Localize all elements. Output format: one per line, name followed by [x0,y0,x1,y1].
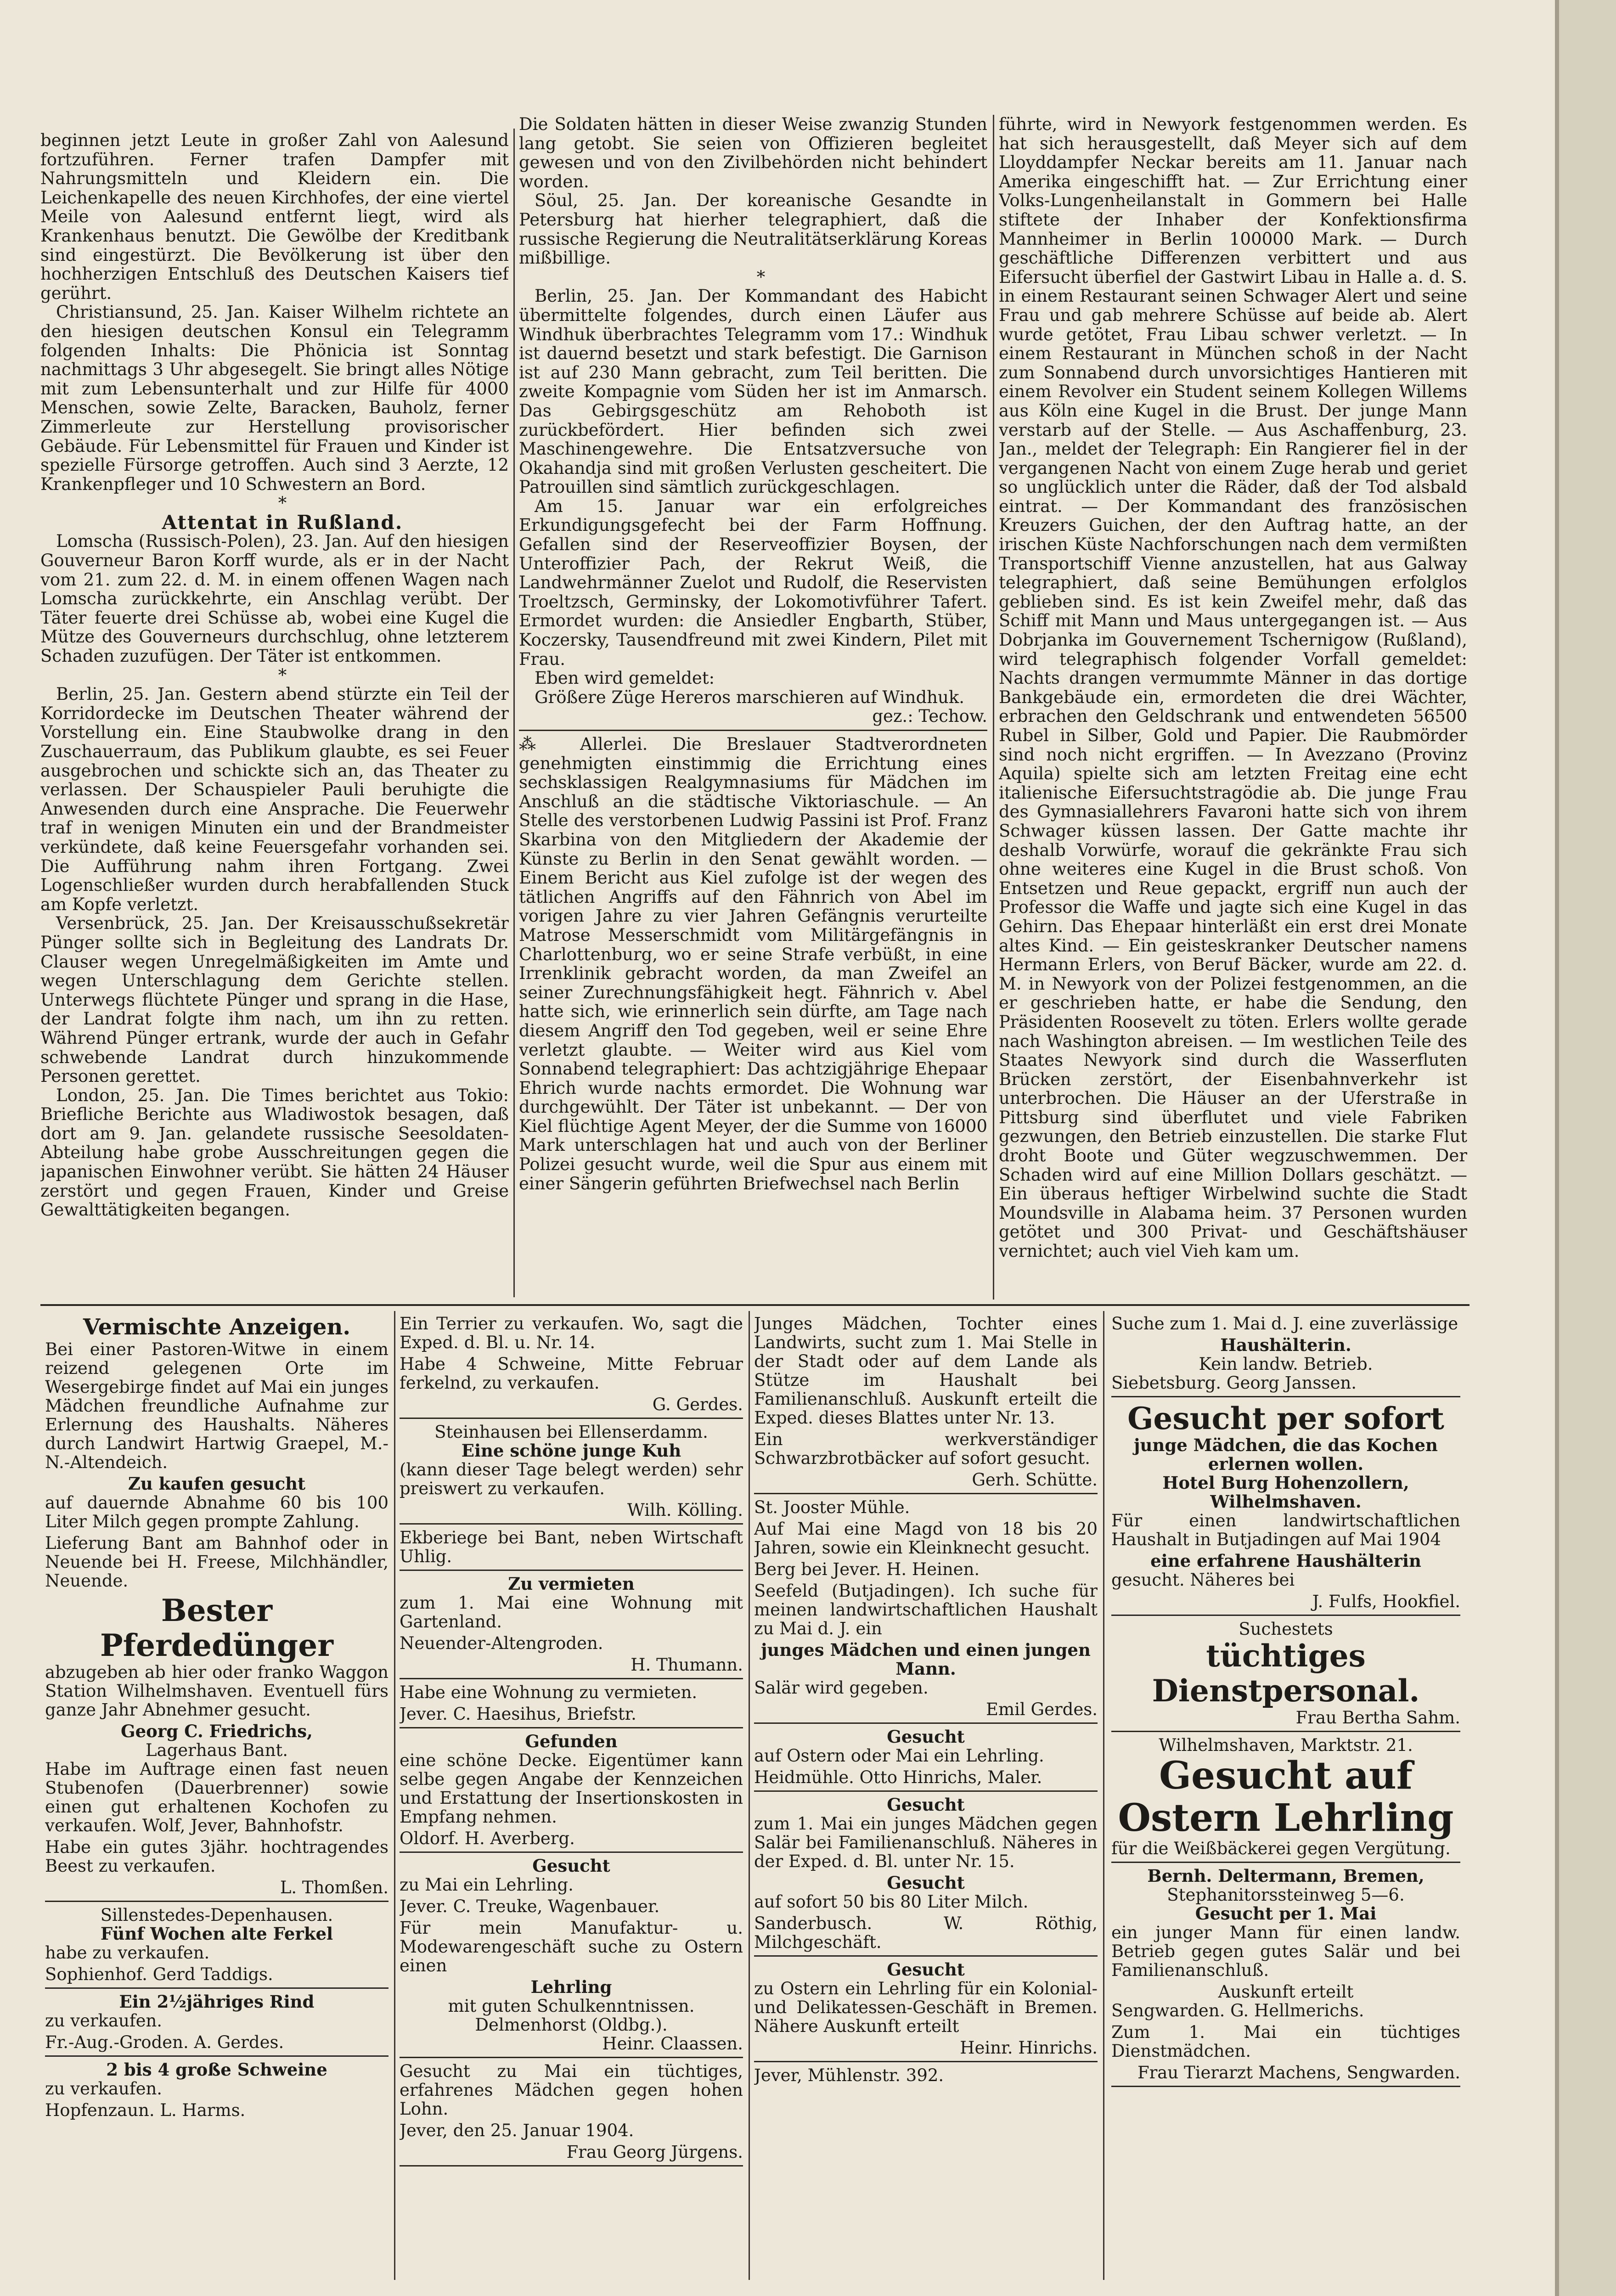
ad-separator [1111,1396,1460,1397]
ad-text: St. Jooster Mühle. [754,1497,910,1517]
ad-text: 2 bis 4 große Schweine [106,2060,327,2080]
ad-text: Neuender-Altengroden. [400,1633,603,1653]
article-paragraph: Größere Züge Hereros marschieren auf Windhuk. [535,687,965,707]
ad-text: Gesucht [887,1959,965,1980]
article-paragraph: Die Soldaten hätten in dieser Weise zwanzig Stunden lang getobt. Sie seien von Offizieren begleitet gewesen und von den Zivilbehörden nicht behindert worden. [519,115,987,191]
ad-text: Stephanitorssteinweg 5—6. [1167,1885,1405,1905]
ad-separator [400,1851,743,1853]
ad-text: Sengwarden. G. Hellmerichs. [1111,2001,1364,2020]
ad-column-rule-1 [394,1311,395,2280]
ad-text: junge Mädchen, die das Kochen erlernen wollen. [1134,1435,1438,1474]
article-column-3 [999,115,1467,1300]
ad-text: Emil Gerdes. [986,1699,1098,1719]
ad-text: Suchestets [1239,1619,1333,1639]
article-column-2 [519,115,987,1300]
ad-text: Vermischte Anzeigen. [83,1314,351,1340]
ad-text: Zu kaufen gesucht [128,1474,306,1494]
ad-separator [754,2061,1098,2062]
ad-text: Oldorf. H. Averberg. [400,1829,575,1848]
ad-separator [754,1955,1098,1957]
article-divider [519,730,987,731]
article-paragraph: Eben wird gemeldet: [535,668,715,688]
ad-separator [754,1722,1098,1724]
ad-text: Gesucht per sofort [1127,1401,1444,1436]
ad-text: Gesucht auf Ostern Lehrling [1118,1754,1454,1840]
ad-text: eine schöne Decke. Eigentümer kann selbe gegen Angabe der Kennzeichen und Erstattung der Insertionskosten in Empfang nehmen. [400,1750,743,1827]
ad-column-rule-3 [1103,1311,1104,2280]
ad-text: Heinr. Claassen. [602,2034,743,2054]
ad-text: Frau Tierarzt Machens, Sengwarden. [1137,2063,1460,2082]
ad-text: Jever. C. Treuke, Wagenbauer. [400,1896,660,1916]
ad-text: Jever, Mühlenstr. 392. [754,2065,944,2085]
article-paragraph: * [278,665,287,685]
article-paragraph: Söul, 25. Jan. Der koreanische Gesandte in Petersburg hat hierher telegraphiert, daß die russische Regierung die Neutralitätserklärung Koreas mißbillige. [519,191,987,268]
article-paragraph: Berlin, 25. Jan. Der Kommandant des Habicht übermittelte folgendes, durch einen Läufer aus Windhuk überbrachtes Telegramm vom 17.: Windhuk ist dauernd besetzt und stark befestigt. Die Garnison ist auf 230 Mann gebracht, zum Teil beritten. Die zweite Kompagnie vom Süden her ist im Anmarsch. Das Gebirgsgeschütz am Rehoboth ist zurückbefördert. Hier befinden sich zwei Maschinengewehre. Die Entsatzversuche von Okahandja sind mit großen Verlusten gescheitert. Die Patrouillen sind sämtlich zurückgeschlagen. [519,286,987,497]
ad-text: Berg bei Jever. H. Heinen. [754,1559,980,1579]
ad-text: Suche zum 1. Mai d. J. eine zuverlässige [1111,1314,1458,1334]
ad-text: Auskunft erteilt [1218,1982,1354,2002]
ad-text: zum 1. Mai eine Wohnung mit Gartenland. [400,1593,743,1632]
ad-separator [45,1901,389,1902]
ad-text: Bernh. Deltermann, Bremen, [1147,1866,1425,1886]
ad-text: Fünf Wochen alte Ferkel [100,1924,333,1944]
ad-separator [1111,1862,1460,1863]
ad-text: Ein Terrier zu verkaufen. Wo, sagt die Exped. d. Bl. u. Nr. 14. [400,1314,743,1352]
ad-text: Fr.-Aug.-Groden. A. Gerdes. [45,2032,284,2052]
ad-text: Gesucht [532,1856,610,1876]
article-paragraph: Attentat in Rußland. [162,511,403,534]
ad-text: Frau Bertha Sahm. [1295,1708,1460,1728]
ad-text: J. Fulfs, Hookfiel. [1312,1592,1460,1611]
article-paragraph: Berlin, 25. Jan. Gestern abend stürzte ein Teil der Korridordecke im Deutschen Theater während der Vorstellung ein. Eine Staubwolke drang in den Zuschauerraum, das Publikum glaubte, es sei Feuer ausgebrochen und schickte sich an, das Theater zu verlassen. Der Schauspieler Pauli beruhigte die Anwesenden durch eine Ansprache. Die Feuerwehr traf in wenigen Minuten ein und der Brandmeister verkündete, daß keine Feuersgefahr vorhanden sei. Die Aufführung nahm ihren Fortgang. Zwei Logenschließer wurden durch herabfallenden Stuck am Kopfe verletzt. [40,684,509,914]
ad-text: Gesucht [887,1795,965,1815]
ad-text: Zu vermieten [508,1574,635,1594]
ad-text: auf sofort 50 bis 80 Liter Milch. [754,1892,1029,1912]
ad-text: G. Gerdes. [652,1395,743,1414]
ad-separator [400,1523,743,1525]
ad-text: Lehrling [530,1977,612,1997]
ad-separator [400,1678,743,1679]
ad-text: Sillenstedes-Depenhausen. [100,1905,333,1925]
ad-text: Hotel Burg Hohenzollern, Wilhelmshaven. [1162,1473,1409,1512]
ad-text: Ein 2½jähriges Rind [119,1992,315,2012]
ad-text: abzugeben ab hier oder franko Waggon Station Wilhelmshaven. Eventuell fürs ganze Jahr Abnehmer gesucht. [45,1662,389,1720]
column-rule-1 [513,129,515,1297]
article-paragraph: * [278,493,287,513]
ad-text: Heidmühle. Otto Hinrichs, Maler. [754,1767,1042,1787]
ad-separator [400,1570,743,1571]
article-paragraph: führte, wird in Newyork festgenommen werden. Es hat sich herausgestellt, daß Meyer sich auf dem Lloyddampfer Neckar bereits am 11. Januar nach Amerika eingeschifft hat. — Zur Errichtung einer Volks-Lungenheilanstalt in Gommern bei Halle stiftete der Inhaber der Konfektionsfirma Mannheimer in Berlin 100000 Mark. — Durch geschäftliche Differenzen verbittert und aus Eifersucht überfiel der Gastwirt Libau in Halle a. d. S. in einem Restaurant seinen Schwager Alert und seine Frau und gab mehrere Schüsse auf beide ab. Alert wurde getötet, Frau Libau schwer verletzt. — In einem Restaurant in München schoß in der Nacht zum Sonnabend durch unvorsichtiges Hantieren mit einem Revolver ein Student seinem Kollegen Willems aus Köln eine Kugel in die Brust. Der junge Mann verstarb auf der Stelle. — Aus Aschaffenburg, 23. Jan., meldet der Telegraph: Ein Rangierer fiel in der vergangenen Nacht von einem Zuge herab und geriet so unglücklich unter die Räder, daß der Tod alsbald eintrat. — Der Kommandant des französischen Kreuzers Guichen, der den Auftrag hatte, an der irischen Küste Nachforschungen nach dem vermißten Transportschiff Vienne anzustellen, hat aus Galway telegraphiert, daß seine Bemühungen erfolglos geblieben sind. Es ist kein Zweifel mehr, daß das Schiff mit Mann und Maus untergegangen ist. — Aus Dobrjanka im Gouvernement Tschernigow (Rußland), wird telegraphisch folgender Vorfall gemeldet: Nachts drangen vermummte Männer in das dortige Bankgebäude ein, ermordeten die drei Wächter, erbrachen den Geldschrank und entwendeten 56500 Rubel in Silber, Gold und Papier. Die Raubmörder sind noch nicht ergriffen. — In Avezzano (Provinz Aquila) spielte sich am letzten Freitag eine echt italienische Eifersuchtstragödie ab. Die junge Frau des Gymnasiallehrers Favaroni hatte sich von ihrem Schwager küssen lassen. Der Gatte machte ihr deshalb Vorwürfe, worauf die gekränkte Frau sich ohne weiteres eine Kugel in die Brust schoß. Von Entsetzen und Reue gepackt, ergriff nun auch der Professor die Waffe und jagte sich eine Kugel in das Gehirn. Das Ehepaar hinterläßt ein erst drei Monate altes Kind. — Ein geisteskranker Deutscher namens Hermann Erlers, von Beruf Bäcker, wurde am 22. d. M. in Newyork von der Polizei festgenommen, an die er geschrieben hatte, er habe die Sendung, den Präsidenten Roosevelt zu töten. Erlers wollte gerade nach Washington abreisen. — Im westlichen Teile des Staates Newyork sind durch die Wasserfluten Brücken zerstört, der Eisenbahnverkehr ist unterbrochen. Die Häuser an der Uferstraße in Pittsburg sind überflutet und viele Fabriken gezwungen, den Betrieb einzustellen. Die starke Flut droht Boote und Güter wegzuschwemmen. Der Schaden wird auf eine Million Dollars geschätzt. — Ein überaus heftiger Wirbelwind suchte die Stadt Moundsville in Alabama heim. 37 Personen wurden getötet und 300 Privat- und Geschäftshäuser vernichtet; auch viel Vieh kam um. [999,115,1467,1261]
ad-text: Habe 4 Schweine, Mitte Februar ferkelnd, zu verkaufen. [400,1354,743,1393]
ad-text: auf Ostern oder Mai ein Lehrling. [754,1746,1044,1766]
ad-separator [1111,1731,1460,1732]
page-edge [1559,0,1616,2296]
ad-text: für die Weißbäckerei gegen Vergütung. [1111,1839,1451,1858]
article-paragraph: London, 25. Jan. Die Times berichtet aus Tokio: Briefliche Berichte aus Wladiwostok besagen, daß dort am 9. Jan. gelandete russische Seesoldaten-Abteilung habe grobe Ausschreitungen gegen die japanischen Einwohner verübt. Sie hätten 24 Häuser zerstört und gegen Frauen, Kinder und Greise Gewalttätigkeiten begangen. [40,1085,509,1220]
ad-text: Lagerhaus Bant. [145,1740,288,1760]
article-paragraph: gez.: Techow. [872,706,987,726]
ad-text: Seefeld (Butjadingen). Ich suche für meinen landwirtschaftlichen Haushalt zu Mai d. J. ein [754,1581,1098,1638]
ad-separator [400,2057,743,2058]
ad-text: zu verkaufen. [45,2079,163,2099]
ad-text: Zum 1. Mai ein tüchtiges Dienstmädchen. [1111,2022,1460,2061]
ad-text: zu Mai ein Lehrling. [400,1875,574,1895]
ad-text: tüchtiges Dienstpersonal. [1152,1638,1420,1709]
ad-separator [1111,1615,1460,1616]
ad-text: Eine schöne junge Kuh [461,1441,681,1461]
article-paragraph: Versenbrück, 25. Jan. Der Kreisausschußsekretär Pünger sollte sich in Begleitung des Landrats Dr. Clauser wegen Unregelmäßigkeiten im Amte und wegen Unterschlagung dem Gerichte stellen. Unterwegs flüchtete Pünger und sprang in die Hase, der Landrat folgte ihm nach, um ihn zu retten. Während Pünger ertrank, wurde der auch in Gefahr schwebende Landrat durch hinzukommende Personen gerettet. [40,913,509,1086]
ad-text: Gesucht [887,1727,965,1747]
ad-text: mit guten Schulkenntnissen. [448,1996,695,2016]
ad-text: Habe eine Wohnung zu vermieten. [400,1683,698,1702]
ad-text: Auf Mai eine Magd von 18 bis 20 Jahren, sowie ein Kleinknecht gesucht. [754,1519,1098,1558]
article-paragraph: beginnen jetzt Leute in großer Zahl von Aalesund fortzuführen. Ferner trafen Dampfer mit Nahrungsmitteln und Kleidern ein. Die Leichenkapelle des neuen Kirchhofes, der eine viertel Meile von Aalesund entfernt liegt, wird als Krankenhaus benutzt. Die Gewölbe der Kreditbank sind eingestürzt. Die Bevölkerung ist über den hochherzigen Entschluß des Deutschen Kaisers tief gerührt. [40,131,509,303]
ad-text: zum 1. Mai ein junges Mädchen gegen Salär bei Familienanschluß. Näheres in der Exped. d. Bl. unter Nr. 15. [754,1814,1098,1871]
ad-text: Ekberiege bei Bant, neben Wirtschaft Uhlig. [400,1528,743,1566]
ad-text: Heinr. Hinrichs. [960,2038,1098,2058]
ad-text: Frau Georg Jürgens. [566,2142,743,2162]
ad-separator [45,1987,389,1989]
ad-text: Gefunden [525,1731,618,1751]
ad-text: Lieferung Bant am Bahnhof oder in Neuende bei H. Freese, Milchhändler, Neuende. [45,1533,389,1591]
ad-text: Kein landw. Betrieb. [1199,1354,1373,1374]
ad-text: Gesucht zu Mai ein tüchtiges, erfahrenes Mädchen gegen hohen Lohn. [400,2061,743,2119]
article-paragraph: Am 15. Januar war ein erfolgreiches Erkundigungsgefecht bei der Farm Hoffnung. Gefallen sind der Reserveoffizier Boysen, der Unteroffizier Pach, der Rekrut Weiß, die Landwehrmänner Zuelot und Rudolf, die Reservisten Troeltzsch, Germinsky, der Lokomotivführer Tafert. Ermordet wurden: die Ansiedler Engbarth, Stüber, Koczersky, Tausendfreund mit zwei Kindern, Pilet mit Frau. [519,496,987,669]
article-column-1 [40,131,509,1297]
ad-text: Junges Mädchen, Tochter eines Landwirts, sucht zum 1. Mai Stelle in der Stadt oder auf dem Lande als Stütze im Haushalt bei Familienanschluß. Auskunft erteilt die Exped. dieses Blattes unter Nr. 13. [754,1314,1098,1428]
ad-text: Sanderbusch. W. Röthig, Milchgeschäft. [754,1913,1098,1952]
ad-column-1 [45,1314,389,2274]
ad-text: Siebetsburg. Georg Janssen. [1111,1373,1357,1393]
article-paragraph: ⁂ Allerlei. Die Breslauer Stadtverordneten genehmigten einstimmig die Errichtung eines sechsklassigen Realgymnasiums für Mädchen im Anschluß an die städtische Viktoriaschule. — An Stelle des verstorbenen Ludwig Passini ist Prof. Franz Skarbina von den Mitgliedern der Akademie der Künste zu Berlin in den Senat gewählt worden. — Einem Bericht aus Kiel zufolge ist der wegen des tätlichen Angriffs auf den Fähnrich von Abel im vorigen Jahre zu vier Jahren Gefängnis verurteilte Matrose Messerschmidt vom Militärgefängnis in Charlottenburg, wo er seine Strafe verbüßt, in eine Irrenklinik gebracht worden, da man Zweifel an seiner Zurechnungsfähigkeit hegt. Fähnrich v. Abel hatte sich, wie erinnerlich sein dürfte, am Tage nach diesem Angriff den Tod gegeben, weil er seine Ehre verletzt glaubte. — Weiter wird aus Kiel vom Sonnabend telegraphiert: Das achtzigjährige Ehepaar Ehrich wurde nachts ermordet. Die Wohnung war durchgewühlt. Der Täter ist unbekannt. — Der von Kiel flüchtige Agent Meyer, der die Summe von 16000 Mark unterschlagen hat und auch von der Berliner Polizei gesucht wurde, weil die Spur aus einem mit einer Sängerin geführten Briefwechsel nach Berlin [519,734,987,1193]
ad-text: Habe im Auftrage einen fast neuen Stubenofen (Dauerbrenner) sowie einen gut erhaltenen Kochofen zu verkaufen. Wolf, Jever, Bahnhofstr. [45,1759,389,1835]
ad-text: zu verkaufen. [45,2011,163,2031]
ad-text: Delmenhorst (Oldbg.). [475,2015,668,2035]
ad-separator [400,1727,743,1728]
ad-text: Bei einer Pastoren-Witwe in einem reizend gelegenen Orte im Wesergebirge findet auf Mai ein junges Mädchen freundliche Aufnahme zur Erlernung des Haushalts. Näheres durch Landwirt Hartwig Graepel, M.-N.-Altendeich. [45,1339,389,1472]
ad-text: L. Thomßen. [280,1878,389,1897]
ad-text: Habe ein gutes 3jähr. hochtragendes Beest zu verkaufen. [45,1837,389,1876]
ad-text: auf dauernde Abnahme 60 bis 100 Liter Milch gegen prompte Zahlung. [45,1493,389,1531]
ad-text: Gesucht per 1. Mai [1195,1903,1377,1924]
ad-separator [45,2055,389,2057]
ad-separator [754,1493,1098,1494]
ad-text: habe zu verkaufen. [45,1943,210,1963]
ad-text: gesucht. Näheres bei [1111,1570,1295,1590]
ad-text: ein junger Mann für einen landw. Betrieb gegen gutes Salär und bei Familienanschluß. [1111,1923,1460,1980]
ad-text: Jever, den 25. Januar 1904. [400,2121,634,2140]
ad-text: junges Mädchen und einen jungen Mann. [761,1640,1091,1679]
section-divider [40,1304,1470,1306]
article-paragraph: * [756,267,766,287]
ad-text: zu Ostern ein Lehrling für ein Kolonial- und Delikatessen-Geschäft in Bremen. Nähere Auskunft erteilt [754,1979,1098,2036]
ad-text: Bester Pferdedünger [100,1593,333,1663]
ad-text: Gesucht [887,1873,965,1893]
ad-column-rule-2 [749,1311,750,2280]
ad-text: Haushälterin. [1220,1335,1351,1355]
ad-separator [400,1418,743,1419]
ad-text: Hopfenzaun. L. Harms. [45,2100,246,2120]
ad-text: (kann dieser Tage belegt werden) sehr preiswert zu verkaufen. [400,1460,743,1498]
ad-text: Gerh. Schütte. [972,1470,1098,1490]
column-rule-2 [993,115,994,1300]
article-paragraph: Lomscha (Russisch-Polen), 23. Jan. Auf den hiesigen Gouverneur Baron Korff wurde, als er in der Nacht vom 21. zum 22. d. M. in einem offenen Wagen nach Lomscha zurückkehrte, ein Anschlag verübt. Der Täter feuerte drei Schüsse ab, wobei eine Kugel die Mütze des Gouverneurs durchschlug, ohne letzterem Schaden zuzufügen. Der Täter ist entkommen. [40,531,509,666]
ad-text: Jever. C. Haesihus, Briefstr. [400,1704,636,1724]
ad-text: Salär wird gegeben. [754,1678,929,1698]
ad-column-2 [400,1314,743,2274]
article-paragraph: Christiansund, 25. Jan. Kaiser Wilhelm richtete an den hiesigen deutschen Konsul ein Telegramm folgenden Inhalts: Die Phönicia ist Sonntag nachmittags 3 Uhr abgesegelt. Sie bringt alles Nötige mit zum Lebensunterhalt und zur Hilfe für 4000 Menschen, sowie Zelte, Baracken, Bauholz, ferner Zimmerleute zur Herstellung provisorischer Gebäude. Für Lebensmittel für Frauen und Kinder ist spezielle Fürsorge getroffen. Auch sind 3 Aerzte, 12 Krankenpfleger und 10 Schwestern an Bord. [40,302,509,494]
ad-text: Wilh. Kölling. [627,1500,743,1520]
ad-text: Für einen landwirtschaftlichen Haushalt in Butjadingen auf Mai 1904 [1111,1511,1460,1549]
ad-text: Wilhelmshaven, Marktstr. 21. [1159,1735,1413,1755]
ad-text: Für mein Manufaktur- u. Modewarengeschäft suche zu Ostern einen [400,1918,743,1975]
ad-text: Ein werkverständiger Schwarzbrotbäcker auf sofort gesucht. [754,1429,1098,1468]
ad-column-4 [1111,1314,1460,2274]
ad-text: Sophienhof. Gerd Taddigs. [45,1964,273,1984]
ad-text: Steinhausen bei Ellenserdamm. [434,1422,708,1442]
ad-text: H. Thumann. [631,1655,743,1675]
ad-text: Georg C. Friedrichs, [121,1721,313,1741]
ad-separator [1111,2086,1460,2087]
ad-text: eine erfahrene Haushälterin [1150,1551,1421,1571]
ad-column-3 [754,1314,1098,2274]
ad-separator [754,1790,1098,1792]
ad-separator [400,2165,743,2167]
